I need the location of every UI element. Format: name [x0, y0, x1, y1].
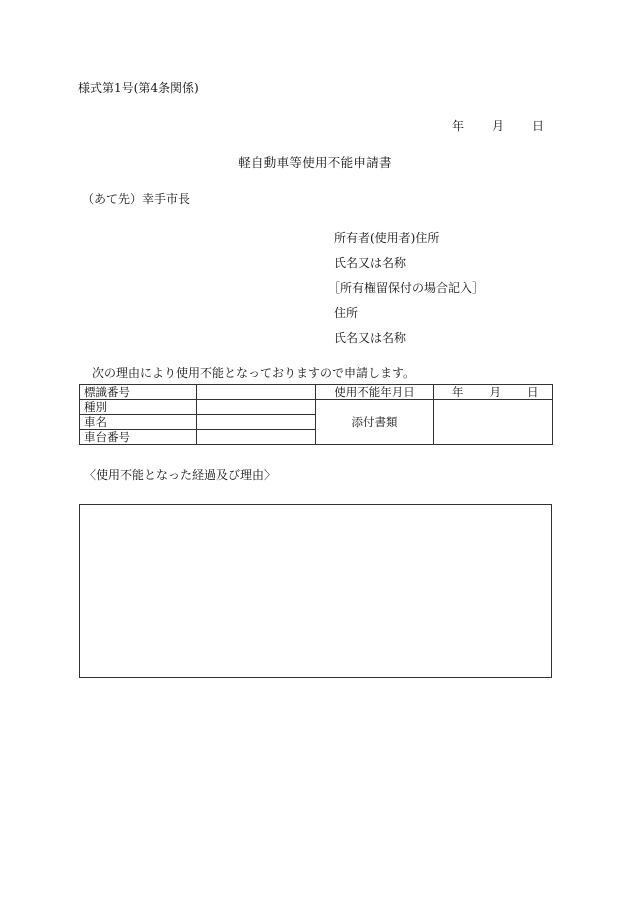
car-name-label: 車名 — [80, 415, 197, 430]
addressee: （あて先）幸手市長 — [82, 192, 191, 206]
reason-textarea[interactable] — [79, 504, 552, 678]
unusable-date-label: 使用不能年月日 — [316, 385, 434, 400]
type-label: 種別 — [80, 400, 197, 415]
owner-address-label: 所有者(使用者)住所 — [334, 231, 440, 245]
plate-number-value[interactable] — [197, 385, 316, 400]
table-row — [80, 385, 553, 400]
retention-note: ［所有権留保付の場合記入］ — [328, 281, 485, 295]
statement: 次の理由により使用不能となっておりますので申請します。 — [92, 366, 416, 380]
vehicle-info-table — [79, 384, 553, 445]
chassis-number-label: 車台番号 — [80, 430, 197, 445]
owner-name-label: 氏名又は名称 — [334, 256, 407, 270]
unusable-date-value[interactable] — [434, 385, 553, 400]
table-row — [80, 400, 553, 415]
form-number: 様式第1号(第4条関係) — [78, 81, 199, 95]
car-name-value[interactable] — [197, 415, 316, 430]
table-date-day: 日 — [527, 385, 539, 399]
date-year: 年 — [452, 119, 465, 133]
chassis-number-value[interactable] — [197, 430, 316, 445]
type-value[interactable] — [197, 400, 316, 415]
table-date-year: 年 — [452, 385, 464, 399]
attachments-label: 添付書類 — [316, 400, 434, 445]
attachments-value[interactable] — [434, 400, 553, 445]
plate-number-label: 標識番号 — [80, 385, 197, 400]
date-month: 月 — [492, 119, 505, 133]
name-label: 氏名又は名称 — [334, 331, 407, 345]
date-day: 日 — [532, 119, 545, 133]
reason-label: 〈使用不能となった経過及び理由〉 — [84, 468, 277, 482]
document-title: 軽自動車等使用不能申請書 — [238, 155, 392, 170]
table-date-month: 月 — [489, 385, 501, 399]
date-header — [452, 120, 544, 132]
owner-block — [328, 231, 485, 357]
address-label: 住所 — [334, 306, 359, 320]
